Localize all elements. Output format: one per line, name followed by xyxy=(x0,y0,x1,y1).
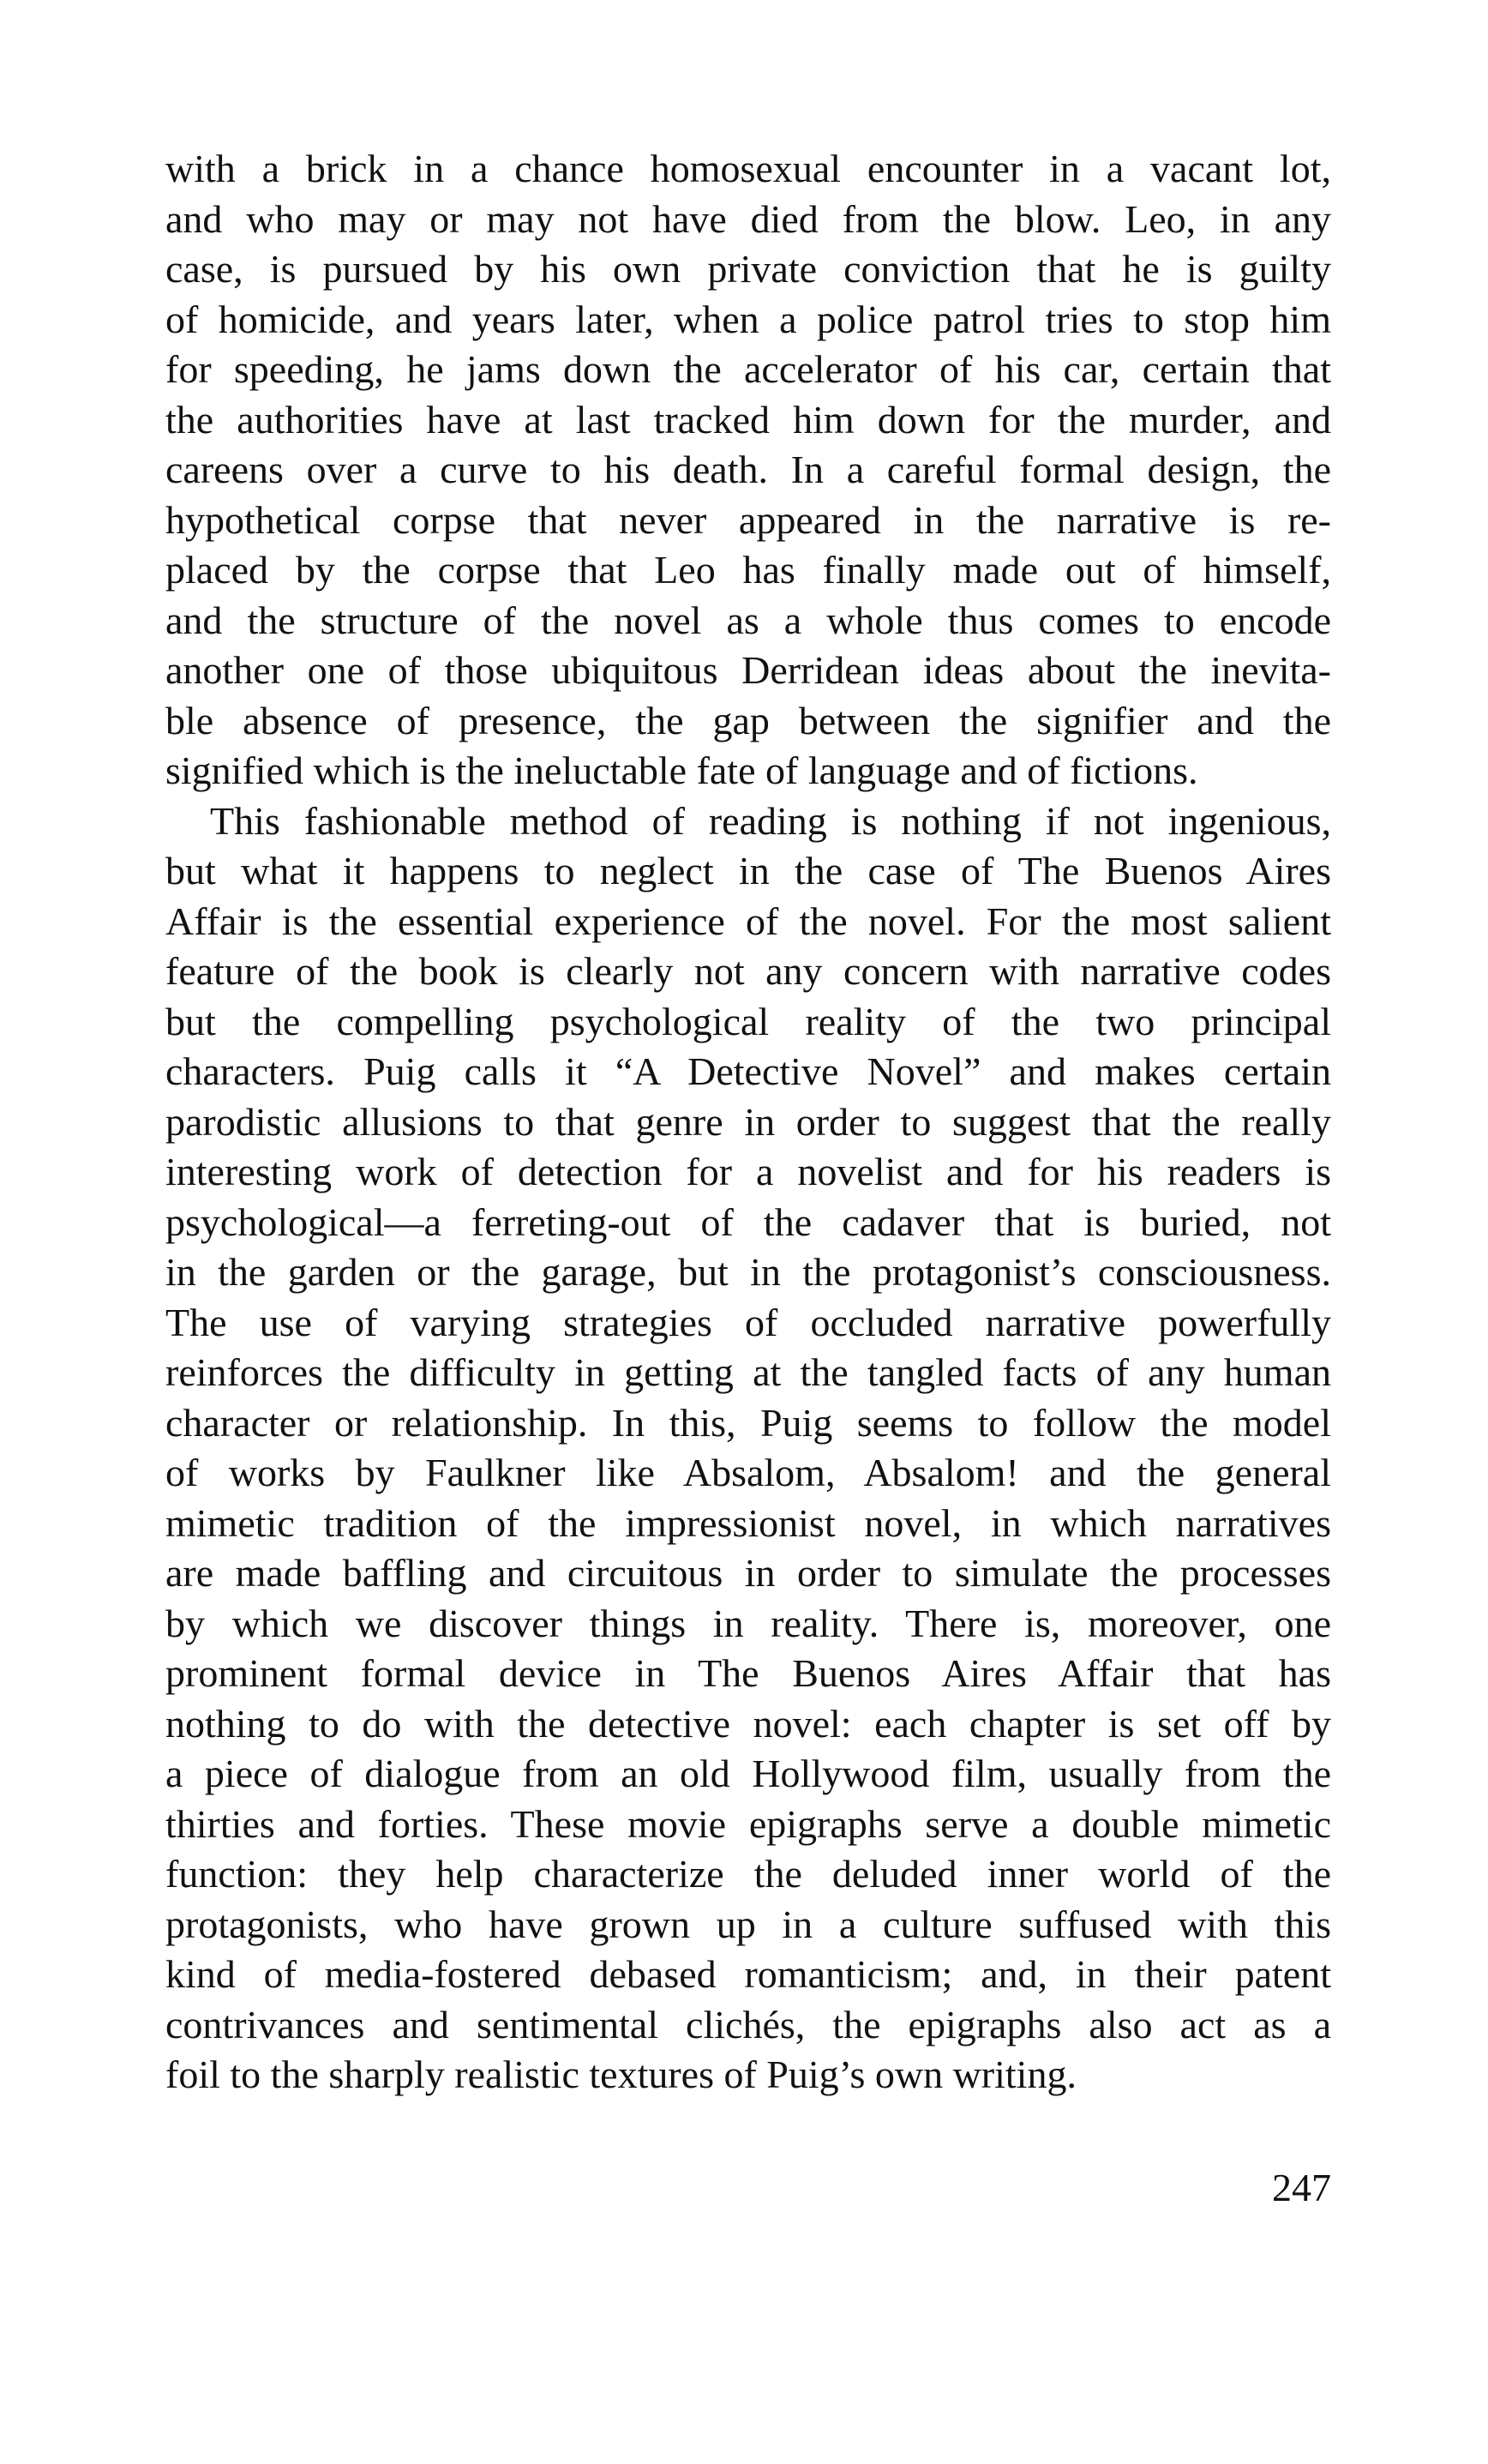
text-line: thirties and forties. These movie epigraphs serve a double mimetic xyxy=(165,1801,1331,1846)
text-line: and who may or may not have died from the blow. Leo, in any xyxy=(165,196,1331,241)
text-line: The use of varying strategies of occluded narrative powerfully xyxy=(165,1300,1331,1344)
text-line: contrivances and sentimental clichés, the epigraphs also act as a xyxy=(165,2002,1331,2046)
text-line: kind of media-fostered debased romanticism; and, in their patent xyxy=(165,1952,1331,1996)
text-line: by which we discover things in reality. There is, moreover, one xyxy=(165,1601,1331,1645)
text-line: of works by Faulkner like Absalom, Absalom! and the general xyxy=(165,1451,1331,1494)
text-line: another one of those ubiquitous Derridean ideas about the inevita- xyxy=(165,648,1331,692)
text-line: characters. Puig calls it “A Detective Novel” and makes certain xyxy=(165,1049,1331,1093)
text-line: but what it happens to neglect in the case of The Buenos Aires xyxy=(165,849,1331,892)
text-line: prominent formal device in The Buenos Aires Affair that has xyxy=(165,1651,1331,1695)
text-line: but the compelling psychological reality of the two principal xyxy=(165,999,1331,1043)
page-number: 247 xyxy=(1272,2166,1331,2209)
text-line: case, is pursued by his own private conviction that he is guilty xyxy=(165,247,1331,291)
text-line: mimetic tradition of the impressionist novel, in which narratives xyxy=(165,1500,1331,1545)
text-line: are made baffling and circuitous in order to simulate the processes xyxy=(165,1551,1331,1595)
text-line: character or relationship. In this, Puig seems to follow the model xyxy=(165,1400,1331,1445)
text-line: Affair is the essential experience of the novel. For the most salient xyxy=(165,898,1331,943)
text-line: psychological—a ferreting-out of the cadaver that is buried, not xyxy=(165,1199,1331,1244)
text-line: with a brick in a chance homosexual encounter in a vacant lot, xyxy=(165,147,1331,190)
text-line: foil to the sharply realistic textures of Puig’s own writing. xyxy=(165,2052,1077,2096)
text-line: ble absence of presence, the gap between the signifier and the xyxy=(165,698,1331,742)
text-line: parodistic allusions to that genre in order to suggest that the really xyxy=(165,1099,1331,1144)
text-line: signified which is the ineluctable fate of language and of fictions. xyxy=(165,748,1198,792)
text-line: function: they help characterize the deluded inner world of the xyxy=(165,1852,1331,1896)
text-line: reinforces the difficulty in getting at the tangled facts of any human xyxy=(165,1350,1331,1394)
text-line: feature of the book is clearly not any concern with narrative codes xyxy=(165,949,1331,993)
text-line: in the garden or the garage, but in the protagonist’s consciousness. xyxy=(165,1250,1331,1294)
text-line: This fashionable method of reading is nothing if not ingenious, xyxy=(210,798,1331,843)
text-line: protagonists, who have grown up in a culture suffused with this xyxy=(165,1902,1331,1946)
text-line: interesting work of detection for a novelist and for his readers is xyxy=(165,1150,1331,1193)
text-line: placed by the corpse that Leo has finally made out of himself, xyxy=(165,548,1331,592)
text-line: the authorities have at last tracked him down for the murder, and xyxy=(165,397,1331,442)
text-line: of homicide, and years later, when a police patrol tries to stop him xyxy=(165,297,1331,341)
text-line: a piece of dialogue from an old Hollywood film, usually from the xyxy=(165,1752,1331,1795)
text-line: careens over a curve to his death. In a careful formal design, the xyxy=(165,448,1331,491)
body-text xyxy=(165,144,1331,2100)
text-line: and the structure of the novel as a whole thus comes to encode xyxy=(165,598,1331,642)
text-line: hypothetical corpse that never appeared in the narrative is re- xyxy=(165,497,1331,542)
text-line: for speeding, he jams down the accelerator of his car, certain that xyxy=(165,347,1331,391)
text-line: nothing to do with the detective novel: each chapter is set off by xyxy=(165,1701,1331,1746)
